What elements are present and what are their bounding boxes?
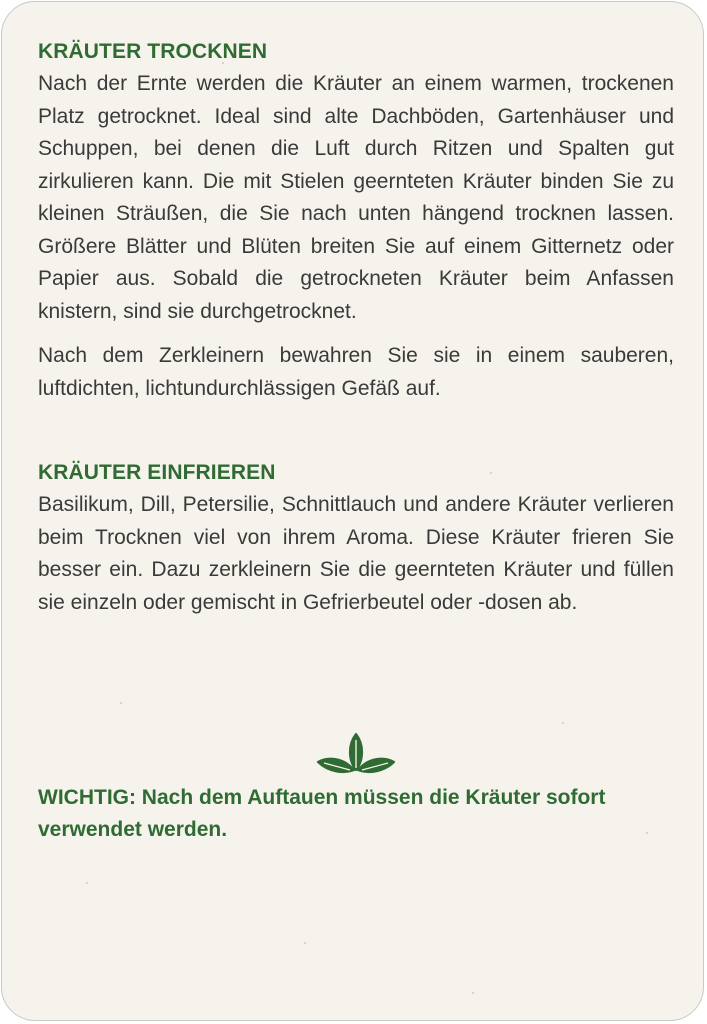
important-note: WICHTIG: Nach dem Auftauen müssen die Kräuter sofort verwendet werden. xyxy=(38,786,606,841)
section-paragraph: Nach der Ernte werden die Kräuter an einem warmen, trockenen Platz getrocknet. Ideal sind alte Dachböden, Gartenhäuser und Schuppen, bei denen die Luft durch Ritzen und Spalten gut zirkulieren kann. Die mit Stielen geernteten Kräuter binden Sie zu kleinen Sträußen, die Sie nach unten hängend trocknen lassen. Größere Blätter und Blüten breiten Sie auf einem Gitternetz oder Papier aus. Sobald die getrockneten Kräuter beim Anfassen knistern, sind sie durchgetrocknet. xyxy=(38,72,674,323)
paper-speck xyxy=(86,882,88,884)
section-freezing xyxy=(38,457,674,619)
paper-speck xyxy=(120,702,122,704)
section-paragraph: Basilikum, Dill, Petersilie, Schnittlauch und andere Kräuter verlieren beim Trocknen viel von ihrem Aroma. Diese Kräuter frieren Sie besser ein. Dazu zerkleinern Sie die geernteten Kräuter und füllen sie einzeln oder gemischt in Gefrierbeutel oder -dosen ab. xyxy=(38,493,674,614)
section-heading: KRÄUTER EINFRIEREN xyxy=(38,461,276,484)
paper-speck xyxy=(472,992,474,994)
section-paragraph: Nach dem Zerkleinern bewahren Sie sie in einem sauberen, luftdichten, lichtundurchlässigen Gefäß auf. xyxy=(38,344,674,400)
paper-speck xyxy=(304,942,306,944)
card-content xyxy=(38,36,674,631)
section-heading: KRÄUTER TROCKNEN xyxy=(38,40,268,63)
leaf-ornament-icon xyxy=(314,730,398,776)
paper-speck xyxy=(562,722,564,724)
section-drying xyxy=(38,36,674,405)
recipe-card xyxy=(1,1,704,1021)
